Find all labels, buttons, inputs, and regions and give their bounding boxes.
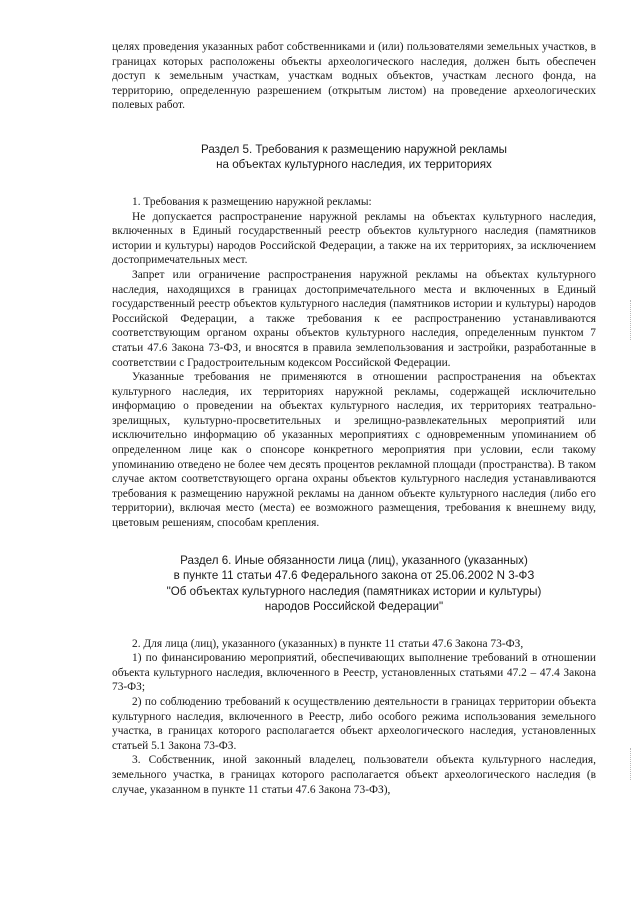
section-6-title-line-3: "Об объектах культурного наследия (памятниках истории и культуры) [166,584,542,598]
section-6-subitem-2: 2) по соблюдению требований к осуществлению деятельности в границах территории объекта культурного наследия, включенного в Реестр, либо особого режима использования земельного участка, в границах которого располагается объект археологического наследия, установленных статьей 5.1 Закона 73-ФЗ. [112,696,596,752]
section-6-title-line-1: Раздел 6. Иные обязанности лица (лиц), указанного (указанных) [180,553,528,567]
section-5-title-line-2: на объектах культурного наследия, их территориях [216,158,492,172]
section-6-subitem-1: 1) по финансированию мероприятий, обеспечивающих выполнение требований в отношении объекта культурного наследия, включенного в Реестр, установленных статьями 47.2 – 47.4 Закона 73-ФЗ; [112,652,596,694]
section-6-item-2: 2. Для лица (лиц), указанного (указанных) в пункте 11 статьи 47.6 Закона 73-ФЗ, [132,637,524,650]
section-5-paragraph-3: Указанные требования не применяются в отношении распространения на объектах культурного наследия, их территориях наружной рекламы, содержащей исключительно информацию о проведении на объектах культурного наследия, их территориях театрально-зрелищных, культурно-просветительных и зрелищно-развлекательных мероприятий или исключительно информацию об указанных мероприятиях с одновременным упоминанием об определенном лице как о спонсоре конкретного мероприятия при условии, если такому упоминанию отведено не более чем десять процентов рекламной площади (пространства). В таком случае актом соответствующего органа охраны объектов культурного наследия устанавливаются требования к размещению наружной рекламы на данном объекте культурного наследия (либо его территории), включая место (места) ее возможного размещения, требования к внешнему виду, цветовым решениям, способам крепления. [112,371,596,530]
section-6-item-3: 3. Собственник, иной законный владелец, пользователи объекта культурного наследия, земельного участка, в границах которого располагается объект археологического наследия (в случае, указанном в пункте 11 статьи 47.6 Закона 73-ФЗ), [112,754,596,796]
section-5-title-line-1: Раздел 5. Требования к размещению наружной рекламы [200,142,508,156]
section-5-paragraph-2: Запрет или ограничение распространения наружной рекламы на объектах культурного наследия, находящихся в границах достопримечательного места и включенных в Единый государственный реестр объектов культурного наследия (памятников истории и культуры) народов Российской Федерации, а также требования к ее распространению устанавливаются соответствующим органом охраны объектов культурного наследия, определенным пунктом 7 статьи 47.6 Закона 73-ФЗ, и вносятся в правила землепользования и застройки, разработанные в соответствии с Градостроительным кодексом Российской Федерации. [112,268,596,369]
intro-paragraph: целях проведения указанных работ собственниками и (или) пользователями земельных участков, в границах которых расположены объекты археологического наследия, должен быть обеспечен доступ к земельным участкам, участкам водных объектов, участкам лесного фонда, на территорию, определенную разрешением (открытым листом) на проведение археологических полевых работ. [112,41,596,112]
section-5-item-1: 1. Требования к размещению наружной рекламы: [132,195,372,208]
document-body [112,40,596,797]
scan-margin-mark [630,300,634,340]
section-6-title-line-4: народов Российской Федерации" [264,600,444,614]
section-6-heading [112,553,596,615]
section-6-title-line-2: в пункте 11 статьи 47.6 Федерального закона от 25.06.2002 N 3-ФЗ [173,569,535,583]
scan-margin-mark [630,748,634,780]
section-5-paragraph-1: Не допускается распространение наружной рекламы на объектах культурного наследия, включенных в Единый государственный реестр объектов культурного наследия (памятников истории и культуры) народов Российской Федерации, а также на их территориях, за исключением достопримечательных мест. [112,210,596,267]
section-5-heading [112,142,596,173]
